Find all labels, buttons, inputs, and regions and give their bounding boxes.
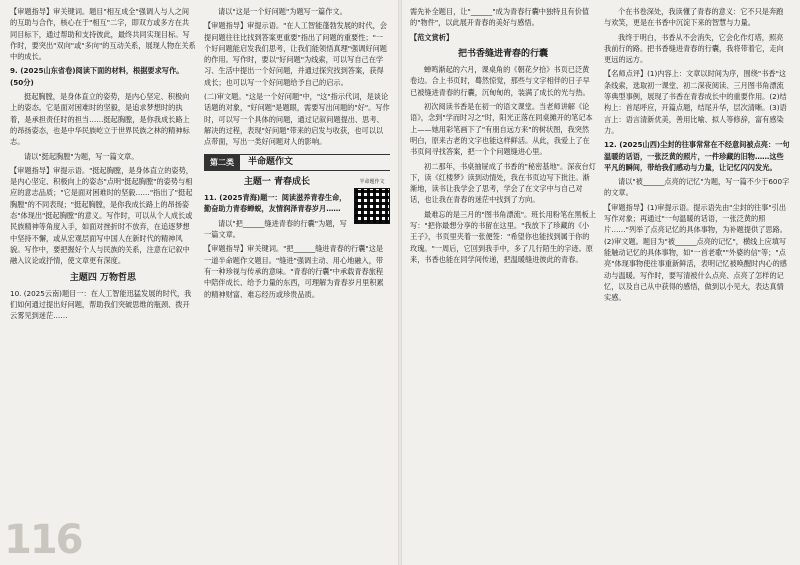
- essay-paragraph: 我终于明白，书香从不会消失，它会化作灯塔，照亮我前行的路。把书香缝进青春的行囊，我将带着它，走向更远的远方。: [604, 32, 784, 65]
- page-number: 116: [4, 517, 82, 563]
- model-essay-label: 【范文赏析】: [410, 32, 454, 42]
- essay-paragraph: 蝉鸣渐起的六月，课桌角的《朝花夕拾》书页已泛黄卷边。合上书页时，蓦然惊觉，那些与文字相伴的日子早已被缝进青春的行囊，沉甸甸的，装满了成长的光与热。: [410, 65, 590, 97]
- essay-title: 把书香缝进青春的行囊: [457, 48, 548, 59]
- book-gutter: [398, 0, 402, 565]
- theme-4-title: 主题四 万物哲思: [69, 272, 137, 283]
- qr-caption: 半命题作文: [359, 178, 385, 185]
- qr-code[interactable]: [354, 177, 390, 221]
- column-2: [204, 6, 390, 303]
- question-9-material: 挺起胸膛，是身体直立的姿势，是内心坚定、积极向上的姿态。它是面对困难时的坚毅，是追求梦想时的执着，是承担责任时的担当……挺起胸膛，是你我成长路上的昂扬姿态，也是中华民族屹立于世界民族之林的精神标志。: [10, 92, 190, 147]
- theme-1-title: 主题一 青春成长: [243, 176, 311, 187]
- question-9-requirement: 请以"挺起胸膛"为题，写一篇文章。: [24, 151, 139, 161]
- section-band: [204, 154, 390, 171]
- guide-continuation: 需先补全题目，让"______"成为青春行囊中独特且有价值的"物件"，以此展开青春的美好与感悟。: [410, 7, 590, 28]
- question-10: 10. (2025云南)题目一：在人工智能迅猛发展的时代，我们如何通过提出好问题，帮助我们突破思维的瓶颈、拨开云雾见到迷茫……: [10, 288, 192, 321]
- essay-paragraph: 个在书卷深处，我读懂了青春的意义：它不只是奔跑与欢笑，更是在书香中沉淀下来的智慧与力量。: [604, 7, 784, 28]
- essay-prompt: 请以"这是一个好问题"为题写一篇作文。: [218, 7, 347, 16]
- question-12-requirement: 请以"被______点亮的记忆"为题，写一篇不少于600字的文章。: [604, 177, 790, 198]
- essay-paragraph: 最难忘的是三月的"图书角漂流"。班长用粉笔在黑板上写："把你最想分享的书留在这里。"我放下了珍藏的《小王子》，书页里夹着一张便签："希望你也能找到属于你的玫瑰。"一周后，它回到我手中，多了几行陌生的字迹。原来，书香也能在同学间传递，把温暖缝进彼此的青春。: [410, 209, 596, 264]
- column-1: [10, 6, 196, 325]
- question-11-heading: 11. (2025青海)题一：阅读滋养青春生命，勤奋助力青春蝉蜕，友情润泽青春岁月……: [204, 193, 347, 214]
- qr-code-image: [354, 188, 390, 224]
- column-3: [410, 6, 596, 268]
- question-12-heading: 12. (2025山西)尘封的往事常常在不经意间被点亮：一句温暖的话语，一张泛黄的照片，一件珍藏的旧物……这些平凡的瞬间，带给我们感动与力量，让记忆闪闪发光。: [604, 140, 790, 172]
- essay-paragraph: 初次阅读书香是在初一的语文课堂。当老师讲解《论语》，念到"学而时习之"时，阳光正落在同桌摊开的笔记本上——她用彩笔画下了"有朋自远方来"的树状图，我突然明白，原来古老的文字也能这样鲜活。从此，我爱上了在书页间寻找答案，把一个个问题缝进心里。: [410, 102, 593, 157]
- question-11-requirement: 请以"把______缝进青春的行囊"为题，写一篇文章。: [204, 218, 347, 240]
- guide-paragraph-3: 【审题指导】审关键词。"把______缝进青春的行囊"这是一道半命题作文题目。"缝进"强调主动、用心地融入，带有一种珍视与传承的意味。"青春的行囊"中承载青春旅程中陪伴成长、给予力量的东西，可理解为青春岁月里积累的精神财富、难忘经历或珍贵品质。: [204, 244, 384, 299]
- essay-paragraph: 初二那年，书桌抽屉成了书香的"秘密基地"。深夜台灯下，读《红楼梦》读到动情处，我在书页边写下批注。渐渐地，读书让我学会了思考，学会了在文字中与自己对话，也让我在青春的迷茫中找到了方向。: [410, 161, 596, 205]
- title-analysis: (二)审文题。"这是一个好问题"中，"这"指示代词，是谈论话题的对象，"好问题"是题眼，需要写出问题的"好"。写作时，可以写一个具体的问题，通过记叙问题提出、思考、解决的过程，表现"好问题"带来的启发与收获，也可以以点带面，写出一类好问题对人的影响。: [204, 92, 390, 147]
- column-4: [604, 6, 790, 306]
- guide-paragraph: 【审题指导】审提示语。"在人工智能蓬勃发展的时代，会提问题往往比找到答案更重要"指出了问题的重要性；"一个好问题能启发我们思考，让我们能领悟真理"强调好问题的作用。写作时，要以"好问题"为线索，可以写自己在学习、生活中提出一个好问题，并通过探究找到答案，获得成长；也可以写一个好问题给予自己的启示。: [204, 21, 387, 87]
- guide-paragraph: 【审题指导】审关键词。题目"相互成全"强调人与人之间的互助与合作，核心在于"相互"二字，即双方或多方在共同目标下，通过帮助和支持彼此，最终共同实现目标。写作时，要突出"双向"或"多向"的互动关系，展现人物在关系中的成长。: [10, 7, 196, 62]
- guide-paragraph-2: 【审题指导】审提示语。"挺起胸膛，是身体直立的姿势，是内心坚定、积极向上的姿态"点明"挺起胸膛"的姿势与相应的意志品质；"它是面对困难时的坚毅……"指出了"挺起胸膛"的不同表现；"挺起胸膛，是你我成长路上的昂扬姿态"体现出"挺起胸膛"的意义。写作时，可以从个人成长或民族精神等角度入手，如面对挫折时不放弃，在追逐梦想中坚持不懈，或从宏观层面写中国人在新时代的精神风貌。写作中，要把握好个人与民族的关系，注意在记叙中融入议论或抒情，使文章更有深度。: [10, 165, 193, 266]
- section-label: 第二类: [204, 155, 240, 170]
- section-title: 半命题作文: [248, 156, 294, 167]
- guide-paragraph-4: 【审题指导】(1)审提示语。提示语先由"尘封的往事"引出写作对象；再通过"一句温暖的话语，一张泛黄的照片……"列举了点亮记忆的具体事物，为补题提供了思路。(2)审文题。题目为"被______点亮的记忆"，横线上应填写能触动记忆的具体事物，如"一首老歌""外婆的信"等；"点亮"体现事物使往事重新鲜活，表明记忆被唤醒时内心的感动与温暖。写作时，要写清被什么点亮、点亮了怎样的记忆，以及自己从中获得的感悟，做到以小见大，表达真情实感。: [604, 202, 787, 303]
- teacher-comment: 【名师点评】(1)内容上：文章以时间为序，围绕"书香"这条线索，选取初一课堂、初二深夜阅读、三月图书角漂流等典型事例，展现了书香在青春成长中的重要作用。(2)结构上：首尾呼应，开篇点题，结尾升华，层次清晰。(3)语言上：语言清新优美，善用比喻、拟人等修辞，富有感染力。: [604, 69, 787, 135]
- question-9-heading: 9. (2025山东省卷)阅读下面的材料，根据要求写作。(50分): [10, 66, 184, 87]
